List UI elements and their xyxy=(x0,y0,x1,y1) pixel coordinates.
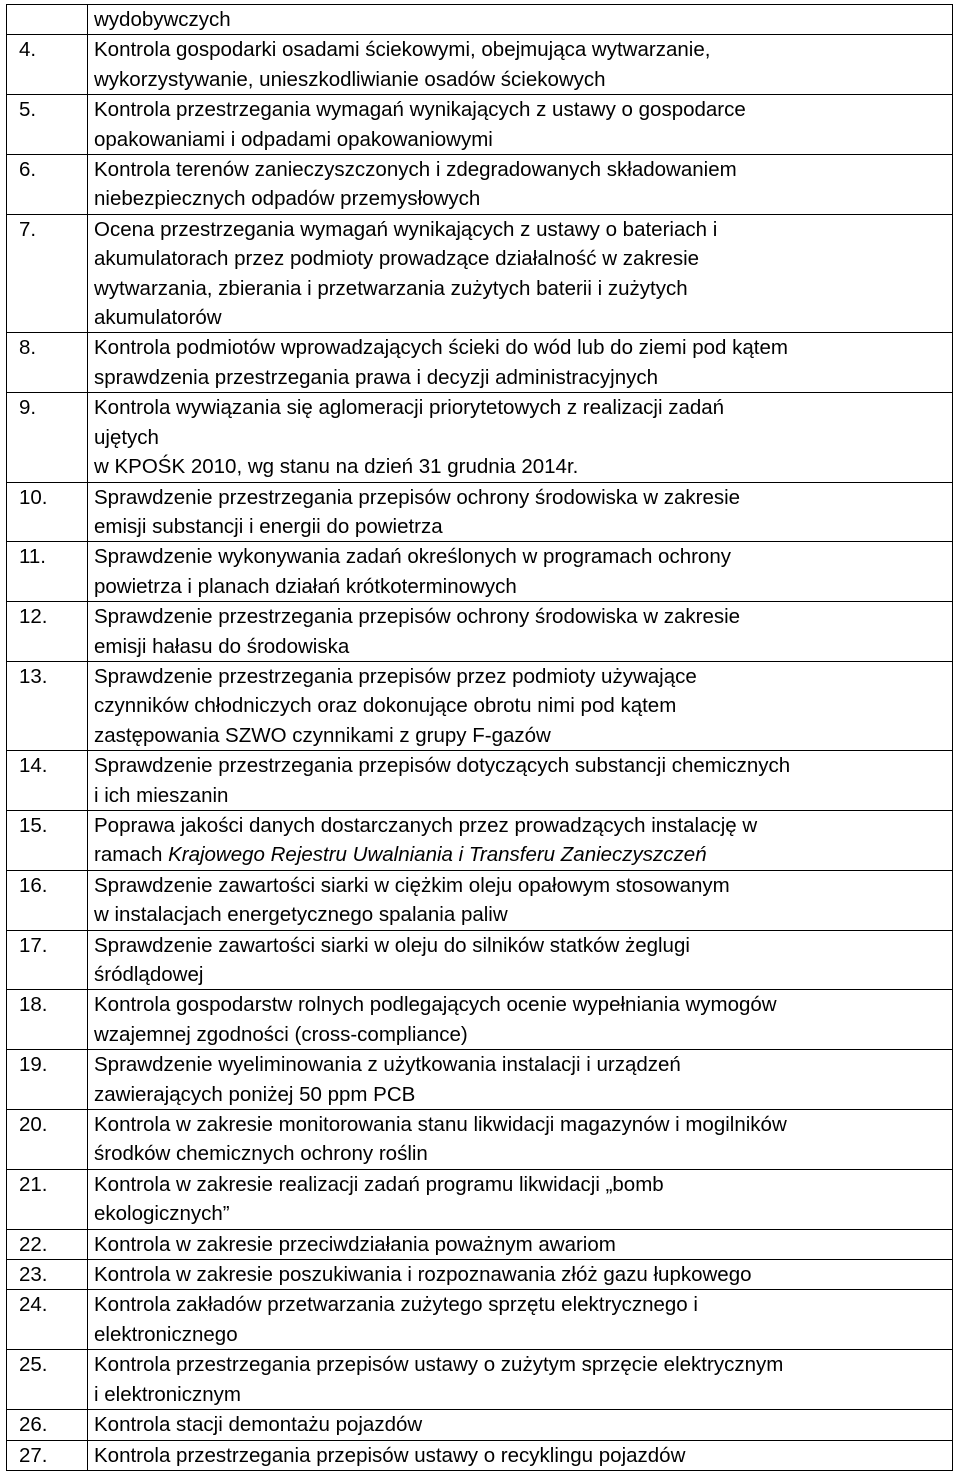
item-description xyxy=(88,1440,953,1470)
table-body xyxy=(7,5,953,1471)
item-description xyxy=(88,661,953,750)
description-line: Kontrola stacji demontażu pojazdów xyxy=(94,1413,423,1437)
item-description xyxy=(88,1050,953,1110)
description-line: Kontrola przestrzegania przepisów ustawy o recyklingu pojazdów xyxy=(94,1443,686,1467)
description-line: sprawdzenia przestrzegania prawa i decyzji administracyjnych xyxy=(94,365,659,389)
description-line: środków chemicznych ochrony roślin xyxy=(94,1142,428,1166)
description-line: Ocena przestrzegania wymagań wynikających z ustawy o bateriach i xyxy=(94,217,718,241)
item-description xyxy=(88,35,953,95)
item-description xyxy=(88,333,953,393)
description-line: czynników chłodniczych oraz dokonujące obrotu nimi pod kątem xyxy=(94,694,677,718)
description-line: Kontrola podmiotów wprowadzających ścieki do wód lub do ziemi pod kątem xyxy=(94,336,788,360)
item-number: 18. xyxy=(7,990,88,1050)
description-line: w instalacjach energetycznego spalania paliw xyxy=(94,903,508,927)
table-row xyxy=(7,930,953,990)
item-description xyxy=(88,95,953,155)
table-row xyxy=(7,870,953,930)
item-number: 8. xyxy=(7,333,88,393)
description-line: wzajemnej zgodności (cross-compliance) xyxy=(94,1022,468,1046)
table-row xyxy=(7,990,953,1050)
item-number: 22. xyxy=(7,1229,88,1259)
table-row xyxy=(7,95,953,155)
table-row xyxy=(7,1440,953,1470)
item-description xyxy=(88,542,953,602)
description-line: ekologicznych” xyxy=(94,1202,230,1226)
item-number: 12. xyxy=(7,602,88,662)
description-line: emisji substancji i energii do powietrza xyxy=(94,514,443,538)
description-line: Kontrola przestrzegania wymagań wynikających z ustawy o gospodarce xyxy=(94,98,746,122)
description-line: opakowaniami i odpadami opakowaniowymi xyxy=(94,127,493,151)
description-line: emisji hałasu do środowiska xyxy=(94,634,350,658)
description-line: Sprawdzenie przestrzegania przepisów dotyczących substancji chemicznych xyxy=(94,754,791,778)
description-line: akumulatorach przez podmioty prowadzące działalność w zakresie xyxy=(94,247,700,271)
item-description xyxy=(88,214,953,333)
line-prefix: ramach xyxy=(94,843,169,867)
item-number xyxy=(7,5,88,35)
item-number: 4. xyxy=(7,35,88,95)
table-row xyxy=(7,333,953,393)
description-line: akumulatorów xyxy=(94,306,222,330)
item-number: 13. xyxy=(7,661,88,750)
item-description xyxy=(88,930,953,990)
item-description xyxy=(88,751,953,811)
table-row xyxy=(7,602,953,662)
table-row xyxy=(7,5,953,35)
item-number: 14. xyxy=(7,751,88,811)
item-number: 27. xyxy=(7,1440,88,1470)
description-line: w KPOŚK 2010, wg stanu na dzień 31 grudnia 2014r. xyxy=(94,455,579,479)
description-line: Kontrola w zakresie przeciwdziałania poważnym awariom xyxy=(94,1232,616,1256)
description-line: wytwarzania, zbierania i przetwarzania zużytych baterii i zużytych xyxy=(94,276,688,300)
item-description xyxy=(88,1350,953,1410)
table-row xyxy=(7,393,953,482)
item-number: 15. xyxy=(7,810,88,870)
description-line: zastępowania SZWO czynnikami z grupy F-gazów xyxy=(94,723,551,747)
item-number: 11. xyxy=(7,542,88,602)
item-description xyxy=(88,602,953,662)
description-line: Kontrola gospodarki osadami ściekowymi, obejmująca wytwarzanie, xyxy=(94,38,711,62)
item-description xyxy=(88,5,953,35)
item-description xyxy=(88,1229,953,1259)
item-number: 17. xyxy=(7,930,88,990)
description-line: Kontrola terenów zanieczyszczonych i zdegradowanych składowaniem xyxy=(94,158,737,182)
description-line: elektronicznego xyxy=(94,1322,238,1346)
description-line: ujętych xyxy=(94,425,159,449)
table-row xyxy=(7,1290,953,1350)
item-description xyxy=(88,1169,953,1229)
description-line: Sprawdzenie zawartości siarki w oleju do silników statków żeglugi xyxy=(94,933,690,957)
item-number: 6. xyxy=(7,155,88,215)
description-line: wykorzystywanie, unieszkodliwianie osadów ściekowych xyxy=(94,67,606,91)
description-line: Kontrola przestrzegania przepisów ustawy o zużytym sprzęcie elektrycznym xyxy=(94,1353,784,1377)
description-line: Kontrola w zakresie poszukiwania i rozpoznawania złóż gazu łupkowego xyxy=(94,1263,752,1287)
table-row xyxy=(7,1229,953,1259)
description-line: Kontrola wywiązania się aglomeracji priorytetowych z realizacji zadań xyxy=(94,396,725,420)
description-line: śródlądowej xyxy=(94,963,204,986)
item-description xyxy=(88,155,953,215)
table-row xyxy=(7,1410,953,1440)
description-line: Sprawdzenie zawartości siarki w ciężkim oleju opałowym stosowanym xyxy=(94,873,730,897)
item-number: 7. xyxy=(7,214,88,333)
description-line: powietrza i planach działań krótkoterminowych xyxy=(94,574,517,598)
table-row xyxy=(7,751,953,811)
item-description xyxy=(88,1260,953,1290)
description-line: Kontrola w zakresie realizacji zadań programu likwidacji „bomb xyxy=(94,1172,664,1196)
table-row xyxy=(7,810,953,870)
description-line: Sprawdzenie przestrzegania przepisów przez podmioty używające xyxy=(94,664,697,688)
item-number: 9. xyxy=(7,393,88,482)
item-description xyxy=(88,810,953,870)
item-number: 5. xyxy=(7,95,88,155)
item-number: 25. xyxy=(7,1350,88,1410)
description-line: i elektronicznym xyxy=(94,1382,241,1406)
description-line: wydobywczych xyxy=(94,8,231,31)
table-row xyxy=(7,1260,953,1290)
item-description xyxy=(88,990,953,1050)
item-description xyxy=(88,1110,953,1170)
table-row xyxy=(7,1169,953,1229)
table-row xyxy=(7,1110,953,1170)
item-description xyxy=(88,1410,953,1440)
item-number: 26. xyxy=(7,1410,88,1440)
table-row xyxy=(7,542,953,602)
table-row xyxy=(7,661,953,750)
description-line: zawierających poniżej 50 ppm PCB xyxy=(94,1082,416,1106)
description-line: Kontrola w zakresie monitorowania stanu likwidacji magazynów i mogilników xyxy=(94,1113,787,1137)
description-line: Sprawdzenie wyeliminowania z użytkowania instalacji i urządzeń xyxy=(94,1053,681,1077)
item-number: 21. xyxy=(7,1169,88,1229)
description-line: Poprawa jakości danych dostarczanych przez prowadzących instalację w xyxy=(94,813,758,837)
item-number: 24. xyxy=(7,1290,88,1350)
description-line: Sprawdzenie przestrzegania przepisów ochrony środowiska w zakresie xyxy=(94,485,741,509)
table-row xyxy=(7,1050,953,1110)
register-name: Krajowego Rejestru Uwalniania i Transferu Zanieczyszczeń xyxy=(168,843,707,867)
item-description xyxy=(88,870,953,930)
description-line: Sprawdzenie przestrzegania przepisów ochrony środowiska w zakresie xyxy=(94,605,741,629)
item-number: 19. xyxy=(7,1050,88,1110)
description-line: Kontrola zakładów przetwarzania zużytego sprzętu elektrycznego i xyxy=(94,1293,698,1317)
inspection-list-table xyxy=(6,4,953,1471)
table-row xyxy=(7,214,953,333)
table-row xyxy=(7,35,953,95)
table-row xyxy=(7,482,953,542)
description-line: Kontrola gospodarstw rolnych podlegających ocenie wypełniania wymogów xyxy=(94,993,777,1017)
description-line: Sprawdzenie wykonywania zadań określonych w programach ochrony xyxy=(94,545,731,569)
table-row xyxy=(7,155,953,215)
item-description xyxy=(88,393,953,482)
item-number: 20. xyxy=(7,1110,88,1170)
table-row xyxy=(7,1350,953,1410)
description-line xyxy=(94,840,950,869)
item-number: 10. xyxy=(7,482,88,542)
item-description xyxy=(88,482,953,542)
item-number: 23. xyxy=(7,1260,88,1290)
item-number: 16. xyxy=(7,870,88,930)
description-line: i ich mieszanin xyxy=(94,783,229,807)
description-line: niebezpiecznych odpadów przemysłowych xyxy=(94,187,481,211)
item-description xyxy=(88,1290,953,1350)
